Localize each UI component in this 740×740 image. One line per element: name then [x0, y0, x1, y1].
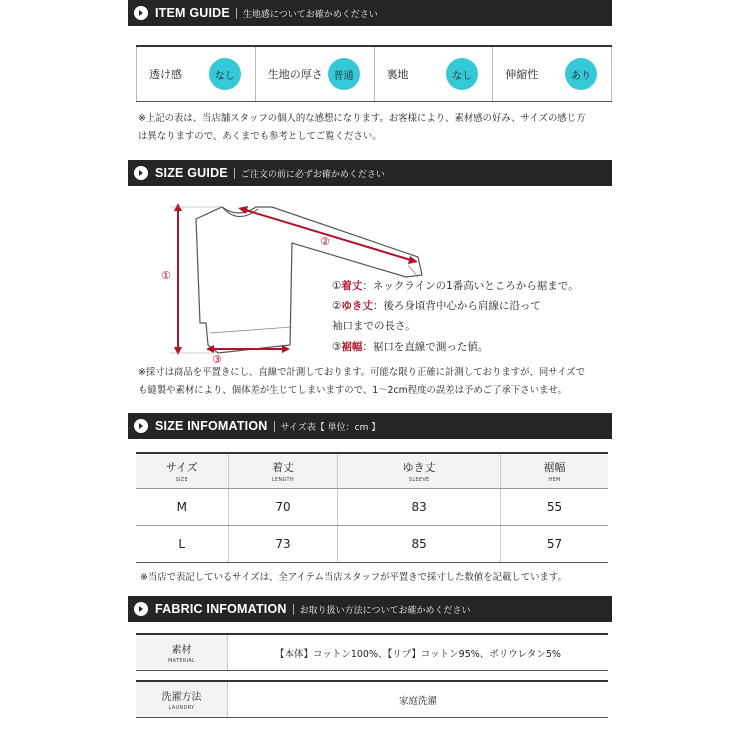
guide-label: 生地の厚さ: [267, 68, 323, 81]
fabric-info-header: [128, 596, 612, 622]
play-circle-icon: [134, 166, 148, 180]
note-line: ※採寸は商品を平置きにし、直線で計測しております。可能な限り正確に計測しておりますが、同サイズで: [138, 367, 585, 378]
desc-text: ：後ろ身頃背中心から肩線に沿って: [372, 300, 541, 312]
desc-num: ②: [332, 300, 342, 312]
table-header-row: [136, 453, 608, 488]
fabric-row-laundry: [136, 680, 608, 718]
measure-desc-sleeve: [332, 298, 541, 313]
measure-desc-length: [332, 278, 579, 293]
table-row: [136, 525, 608, 562]
note-line: ※上記の表は、当店舗スタッフの個人的な感想になります。お客様により、素材感の好み、サイズの感じ方: [138, 113, 586, 124]
guide-label: 裏地: [386, 68, 409, 81]
hem-marker: ③: [212, 353, 222, 365]
item-guide-title: ITEM GUIDE: [155, 6, 230, 20]
item-guide-header: [128, 0, 612, 26]
col-sleeve: ゆき丈 SLEEVE: [338, 453, 501, 488]
desc-num: ③: [332, 341, 342, 353]
fabric-label: 素材: [171, 645, 192, 656]
item-guide-note: [138, 110, 586, 146]
arrow-head: [282, 345, 290, 353]
note-line: も縫製や素材により、個体差が生じてしまいますので、1〜2cm程度の誤差は予めご了承下さいませ。: [138, 385, 567, 396]
fabric-label-sub: MATERIAL: [167, 658, 196, 664]
desc-term: 着丈: [341, 280, 363, 292]
size-guide-note: [138, 364, 585, 400]
fabric-value: 家庭洗濯: [398, 695, 437, 707]
guide-badge: なし: [209, 58, 241, 90]
fabric-value: 【本体】コットン100%、【リブ】コットン95%、ポリウレタン5%: [275, 648, 561, 660]
size-info-title: SIZE INFOMATION: [155, 419, 268, 433]
fabric-info-subtitle: お取り扱い方法についてお確かめください: [299, 605, 471, 616]
measure-desc-sleeve-cont: [332, 318, 416, 333]
fabric-label: 洗濯方法: [161, 692, 202, 703]
guide-badge: なし: [446, 58, 478, 90]
desc-num: ①: [332, 280, 342, 292]
cell-sleeve: 85: [338, 525, 501, 562]
fabric-row-material: [136, 633, 608, 671]
play-circle-icon: [134, 419, 148, 433]
desc-text: ：ネックラインの1番高いところから裾まで。: [362, 280, 579, 292]
guide-badge: あり: [565, 58, 597, 90]
fabric-label-cell: [136, 682, 228, 717]
cell-hem: 55: [500, 488, 608, 525]
fabric-info-title: FABRIC INFOMATION: [155, 602, 287, 616]
desc-term: ゆき丈: [341, 300, 373, 312]
col-size: サイズ SIZE: [136, 453, 228, 488]
guide-cell-transparency: [136, 47, 256, 101]
guide-badge: 普通: [328, 58, 360, 90]
cell-sleeve: 83: [338, 488, 501, 525]
guide-cell-lining: [375, 47, 494, 101]
hem-rib: [210, 327, 292, 333]
cell-size: M: [136, 488, 228, 525]
size-info-note: ※当店で表記しているサイズは、全アイテム当店スタッフが平置きで採寸した数値を記載しています。: [140, 572, 567, 583]
cuff-line: [408, 265, 418, 277]
table-row: [136, 488, 608, 525]
size-guide-subtitle: ご注文の前に必ずお確かめください: [240, 169, 385, 180]
fabric-label-cell: [136, 635, 228, 670]
cell-length: 73: [228, 525, 338, 562]
header-divider: [236, 8, 237, 19]
measure-desc-hem: [332, 339, 488, 354]
note-line: は異なりますので、あくまでも参考としてご覧ください。: [138, 131, 382, 142]
col-length: 着丈 LENGTH: [228, 453, 338, 488]
desc-term: 裾幅: [341, 341, 363, 353]
length-marker: ①: [161, 269, 171, 282]
guide-cell-thickness: [256, 47, 375, 101]
arrow-head: [174, 347, 182, 355]
size-guide-title: SIZE GUIDE: [155, 166, 228, 180]
play-circle-icon: [134, 6, 148, 20]
size-info-header: [128, 413, 612, 439]
sleeve-marker: ②: [320, 235, 330, 248]
cell-size: L: [136, 525, 228, 562]
size-table: [136, 452, 608, 563]
cell-length: 70: [228, 488, 338, 525]
item-guide-subtitle: 生地感についてお確かめください: [242, 9, 378, 20]
desc-text: ：裾口を直線で測った値。: [362, 341, 489, 353]
size-info-subtitle: サイズ表【 単位：cm 】: [280, 422, 381, 433]
guide-label: 透け感: [149, 68, 182, 81]
play-circle-icon: [134, 602, 148, 616]
guide-cell-stretch: [493, 47, 612, 101]
size-guide-header: [128, 160, 612, 186]
arrow-head: [408, 256, 418, 264]
fabric-label-sub: LAUNDRY: [168, 705, 195, 711]
header-divider: [274, 421, 275, 432]
guide-label: 伸縮性: [505, 68, 539, 81]
col-hem: 裾幅 HEM: [500, 453, 608, 488]
item-guide-table: [136, 45, 612, 102]
header-divider: [234, 168, 235, 179]
cell-hem: 57: [500, 525, 608, 562]
desc-text: 袖口までの長さ。: [332, 320, 416, 332]
header-divider: [293, 604, 294, 615]
